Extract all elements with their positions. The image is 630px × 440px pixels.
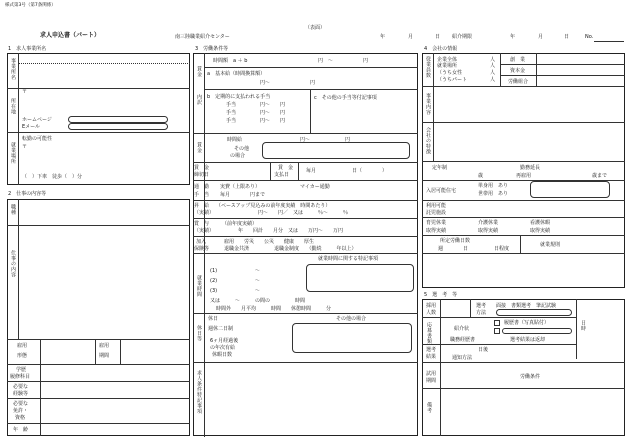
s5-sep1 <box>422 317 576 318</box>
s4-emp-col <box>500 53 501 86</box>
s2-title: 2 仕事の内容等 <box>8 191 47 197</box>
s3-yen-range2: 円〜 円 <box>260 80 316 86</box>
s4-facility-1: 利用可能 <box>426 203 447 209</box>
s5-hire-col <box>470 299 471 317</box>
s3-sep1 <box>204 67 418 68</box>
s4-sep7 <box>422 235 625 236</box>
s4-overtime: 所定労働日数 <box>440 238 471 244</box>
s3-bonus-desc: （前年度実績） <box>222 221 258 227</box>
s3-allowance-col <box>310 89 311 133</box>
s4-person-4: 人 <box>490 77 496 83</box>
s5-select-2: 方法 <box>476 310 487 316</box>
intro-day: 日 <box>564 34 570 40</box>
s4-nurse-leave: 看護休暇 <box>530 220 551 226</box>
s4-person-1: 人 <box>490 57 496 63</box>
s3-tilde-2: 〜 <box>255 278 261 284</box>
s3-commute-1: 通 勤 <box>194 184 210 190</box>
s2-sep5 <box>7 398 190 399</box>
office-name: 南三陸職業紹介センター <box>175 34 230 40</box>
s5-time-col <box>576 299 577 359</box>
s3-close-2: 締切日 <box>194 172 210 178</box>
s4-sep3 <box>422 161 625 162</box>
side-label: （表面） <box>305 25 326 31</box>
s3-fixed: b 定期的に支払われる手当 <box>207 94 271 100</box>
s3-title: 3 労働条件等 <box>195 46 229 52</box>
s5-title: 5 選 考 等 <box>424 292 458 298</box>
s3-pay-2: 支払日 <box>274 172 290 178</box>
s1-v-place: 就業場所 <box>10 142 16 164</box>
s5-date: 日後 <box>478 347 489 353</box>
s3-weekly: 週休二日制 <box>208 326 234 332</box>
s1-kana-line <box>18 63 190 64</box>
s4-capital: 資本金 <box>510 68 526 74</box>
s4-facility-2: 託児施設 <box>426 210 447 216</box>
s3-sep6 <box>193 200 418 201</box>
s3-pay-col2 <box>298 162 299 180</box>
s5-history: 職務経歴書 <box>450 337 476 343</box>
s3-sep5 <box>193 180 418 181</box>
s3-yen-small-2: 円〜 円 <box>260 110 286 116</box>
s1-email-field[interactable] <box>68 123 168 130</box>
s3-actual: 実費（上限あり） <box>220 184 261 190</box>
s3-pay-col <box>270 162 271 180</box>
s5-hire-2: 人数 <box>426 310 437 316</box>
s1-v-name: 事業所名 <box>10 58 16 80</box>
s4-union: 労働組合 <box>508 79 529 85</box>
s3-after6-2: の年次有給 <box>210 345 236 351</box>
s3-bonus-2: （実績） <box>194 228 215 234</box>
s4-rules-col <box>520 235 521 253</box>
s2-mid-col2 <box>120 339 121 364</box>
s3-hours-row: 時間外 月平均 時間 休憩時間 分 <box>216 306 332 312</box>
s3-p3: (3) <box>210 288 218 294</box>
s2-mid-col <box>95 339 96 364</box>
s5-resume: 履歴書（写真貼付） <box>504 320 550 326</box>
s5-select-1: 選考 <box>476 303 487 309</box>
s5-trial-1: 試用 <box>426 371 437 377</box>
s5-v-docs: 応募書類 <box>426 322 432 344</box>
s3-other-case-2: の場合 <box>230 153 246 159</box>
s4-sep1 <box>422 86 625 87</box>
s4-extend: 勤務延長 <box>520 165 541 171</box>
s4-rules: 就業規則 <box>540 242 561 248</box>
date-month: 月 <box>408 34 414 40</box>
s4-capital-line <box>500 75 625 76</box>
s3-special: 就業時間に関する特記事項 <box>318 256 379 262</box>
s1-homepage-field[interactable] <box>68 116 168 123</box>
s5-resume-checkbox[interactable] <box>494 320 500 326</box>
s3-sep8 <box>193 236 418 237</box>
s5-label-col <box>440 299 441 436</box>
s3-special-field[interactable] <box>306 264 414 292</box>
s4-sep5 <box>422 200 625 201</box>
s4-per-week: 週 日 <box>438 246 469 252</box>
s4-record-3: 取得実績 <box>530 228 551 234</box>
s1-postal: 〒 <box>22 89 28 95</box>
s3-bonus-1: 賞 与 <box>194 221 210 227</box>
s2-age: 年 齢 <box>13 427 29 433</box>
s3-ins-list2: 退職金共済 退職金制度 （勤続 年以上） <box>224 246 357 252</box>
s2-sep4 <box>7 381 190 382</box>
s3-sep4 <box>193 162 418 163</box>
intro-limit-label: 紹介期限 <box>452 34 473 40</box>
s4-childcare: 育児休業 <box>426 220 447 226</box>
s2-lower-col <box>40 339 41 436</box>
s3-car: マイカー通勤 <box>300 184 330 190</box>
s3-v-hours: 就業時間 <box>196 275 202 297</box>
s1-email: Eメール <box>22 124 41 130</box>
s3-other-case: その他の場合 <box>336 316 367 322</box>
form-no-label: No. <box>585 34 594 40</box>
s1-sep1 <box>7 88 190 89</box>
s3-raise-desc: （ベースアップ見込みの前年度実績 時間あたり） <box>216 203 331 209</box>
s2-lic-3: 資格 <box>15 415 26 421</box>
s1-postal2: 〒 <box>22 144 28 150</box>
s4-person-2: 人 <box>490 63 496 69</box>
s3-raise-1: 昇 給 <box>194 203 210 209</box>
s3-sep11 <box>193 362 418 363</box>
s4-sep2 <box>422 122 625 123</box>
s3-pay-1: 賃 金 <box>278 165 294 171</box>
s2-emp-period-1: 雇用 <box>99 343 110 349</box>
s3-bonus-vals: 年 回計 月分 又は 万円〜 万円 <box>238 228 344 234</box>
s2-sep3 <box>7 364 190 365</box>
s1-v-location: 所在地 <box>10 98 16 115</box>
s4-emp-col2 <box>536 53 537 86</box>
form-title: 求人申込書（パート） <box>40 32 101 39</box>
s2-exp-2: 経験等 <box>13 391 29 397</box>
s4-workplace: 就業場所 <box>437 63 458 69</box>
s4-or-month: 日程度 <box>494 246 510 252</box>
s3-monthly: 毎月 <box>306 168 317 174</box>
s3-or: 又は 〜 の間の 時間 <box>210 298 306 304</box>
s5-other-checkbox[interactable] <box>494 328 500 334</box>
s4-single: 単身用 あり <box>478 183 509 189</box>
s5-v-remarks: 備考 <box>426 402 432 413</box>
s2-edu-1: 学歴 <box>16 367 27 373</box>
s4-women: （うち女性 <box>437 70 463 76</box>
s5-sep2 <box>422 344 576 345</box>
s4-v-emp: 従業員数 <box>425 56 431 78</box>
s4-whole: 企業全体 <box>437 57 458 63</box>
s3-v-special: 求人条件特記事項 <box>196 370 202 414</box>
s5-intro-form: 紹介状 <box>454 326 470 332</box>
s4-v-business: 事業内容 <box>425 93 431 115</box>
s2-emp-form-2: 形態 <box>17 353 28 359</box>
s3-yen-range3: 円〜 円 <box>300 137 351 143</box>
s4-age-suffix2: 歳まで <box>592 173 608 179</box>
s3-v-wage2: 賃金 <box>196 142 202 153</box>
form-number: 様式第3号（第7条関係） <box>5 3 56 8</box>
s4-record-1: 取得実績 <box>426 228 447 234</box>
s4-age-suffix: 歳 <box>478 173 484 179</box>
s5-v-time: 日時 <box>580 320 586 331</box>
s1-title: 1 求人事業所名 <box>8 46 47 52</box>
s3-p1: (1) <box>210 268 218 274</box>
s3-other-case-field[interactable] <box>262 142 410 159</box>
s4-label-col <box>433 53 434 161</box>
date-year: 年 <box>380 34 386 40</box>
s2-lic-1: 必要な <box>13 401 29 407</box>
s3-yen-small-3: 円〜 円 <box>260 118 286 124</box>
s5-sep3 <box>422 362 625 363</box>
s3-p2: (2) <box>210 278 218 284</box>
s3-sep9 <box>193 253 418 254</box>
s2-edu-2: 履修科目 <box>10 374 31 380</box>
s3-raise-vals: 円〜 円／ 又は ％〜 ％ <box>258 210 349 216</box>
s3-day-paren: 日（ ） <box>352 168 388 174</box>
s4-dorm-field[interactable] <box>530 181 610 198</box>
s3-holiday-field[interactable] <box>292 323 412 353</box>
s5-method: 面接 書類選考 筆記試験 <box>496 303 557 309</box>
s5-trial-2: 期間 <box>426 378 437 384</box>
s5-notify: 通知方法 <box>452 355 473 361</box>
s3-other-case-1: その他 <box>234 146 250 152</box>
s1-label-col <box>18 53 19 185</box>
s5-hire-1: 採用 <box>426 303 437 309</box>
s4-title: 4 会社の情報 <box>424 46 458 52</box>
s4-sep8 <box>422 253 625 254</box>
s1-sep2 <box>7 132 190 133</box>
s2-sep2 <box>7 339 190 340</box>
s4-v-feature: 会社の特徴 <box>425 127 431 155</box>
s2-label-col <box>18 199 19 339</box>
s5-labor: 労働条件 <box>520 374 541 380</box>
s3-tilde-3: 〜 <box>255 288 261 294</box>
s2-lic-2: 免許・ <box>13 408 29 414</box>
s2-sep6 <box>7 423 190 424</box>
s3-ins-list: 雇用 労災 公災 健康 厚生 <box>224 239 315 245</box>
s4-person-3: 人 <box>490 70 496 76</box>
s1-transfer: 転勤の可能性 <box>22 136 53 142</box>
s3-v-breakdown: 内訳 <box>196 94 202 105</box>
s4-sep6 <box>422 217 625 218</box>
s5-other-docs-field[interactable] <box>502 328 572 334</box>
s2-exp-1: 必要な <box>13 384 29 390</box>
s3-sep2 <box>204 89 418 90</box>
s3-sep3 <box>193 133 418 134</box>
date-day: 日 <box>435 34 441 40</box>
s4-family: 世帯用 あり <box>478 191 509 197</box>
s3-hourly2: 時間給 <box>227 137 243 143</box>
intro-month: 月 <box>538 34 544 40</box>
s4-retire: 定年制 <box>432 165 448 171</box>
s4-record-2: 取得実績 <box>478 228 499 234</box>
s3-allowance-1: 手当 <box>226 102 237 108</box>
s3-close-1: 賃 金 <box>194 165 210 171</box>
form-no-line <box>594 41 624 42</box>
s5-result-2: 結果 <box>426 354 437 360</box>
s3-yen-small-1: 円〜 円 <box>260 102 286 108</box>
s2-sep1 <box>7 225 190 226</box>
s3-v-holiday: 休日等 <box>196 325 202 342</box>
s3-commute-2: 手 当 <box>194 192 210 198</box>
s3-ins-1: 加入 <box>196 239 207 245</box>
s2-box <box>7 199 190 436</box>
s5-result-1: 選考 <box>426 347 437 353</box>
s2-emp-form-1: 雇用 <box>17 343 28 349</box>
s3-month-max: 毎月 円まで <box>220 192 266 198</box>
s3-tilde-1: 〜 <box>255 268 261 274</box>
s3-allowance-3: 手当 <box>226 118 237 124</box>
s3-raise-2: （実績） <box>194 210 215 216</box>
s4-found: 創 業 <box>510 57 526 63</box>
s4-care-leave: 介護休業 <box>478 220 499 226</box>
s2-v-job: 職種 <box>10 204 16 215</box>
intro-year: 年 <box>510 34 516 40</box>
s1-homepage: ホームページ <box>22 117 52 123</box>
s4-part: （うちパート <box>437 77 468 83</box>
s3-sep7 <box>193 218 418 219</box>
s3-after6-3: 休暇日数 <box>212 352 233 358</box>
s3-yen-range: 円 〜 円 <box>318 58 369 64</box>
s3-after6-1: 6ヶ月経過後 <box>210 338 239 344</box>
s5-method-field[interactable] <box>496 309 572 316</box>
s2-emp-period-2: 期間 <box>99 353 110 359</box>
s1-walk: （ ）下車 徒歩（ ）分 <box>22 174 83 180</box>
s3-allowance-2: 手当 <box>226 110 237 116</box>
s3-v-wage: 賃金 <box>196 66 202 77</box>
s3-other-allowance: c その他の手当等付記事項 <box>314 95 377 101</box>
s5-notice: 選考結果は返却 <box>510 337 546 343</box>
s2-v-content: 仕事の内容 <box>10 250 16 278</box>
s3-holiday: 休日 <box>208 316 219 322</box>
s3-label-col <box>204 53 205 437</box>
s4-found-line <box>500 64 625 65</box>
s3-ins-2: 保険等 <box>194 246 210 252</box>
s5-sep4 <box>422 388 625 389</box>
s3-sep10 <box>193 313 418 314</box>
s4-rehire: 再雇用 <box>516 173 532 179</box>
s4-dorm: 入居可能住宅 <box>426 188 457 194</box>
s3-base: a 基本給（時間換算額） <box>207 71 266 77</box>
s3-hourly: 時間額 a ＋ b <box>213 58 248 64</box>
